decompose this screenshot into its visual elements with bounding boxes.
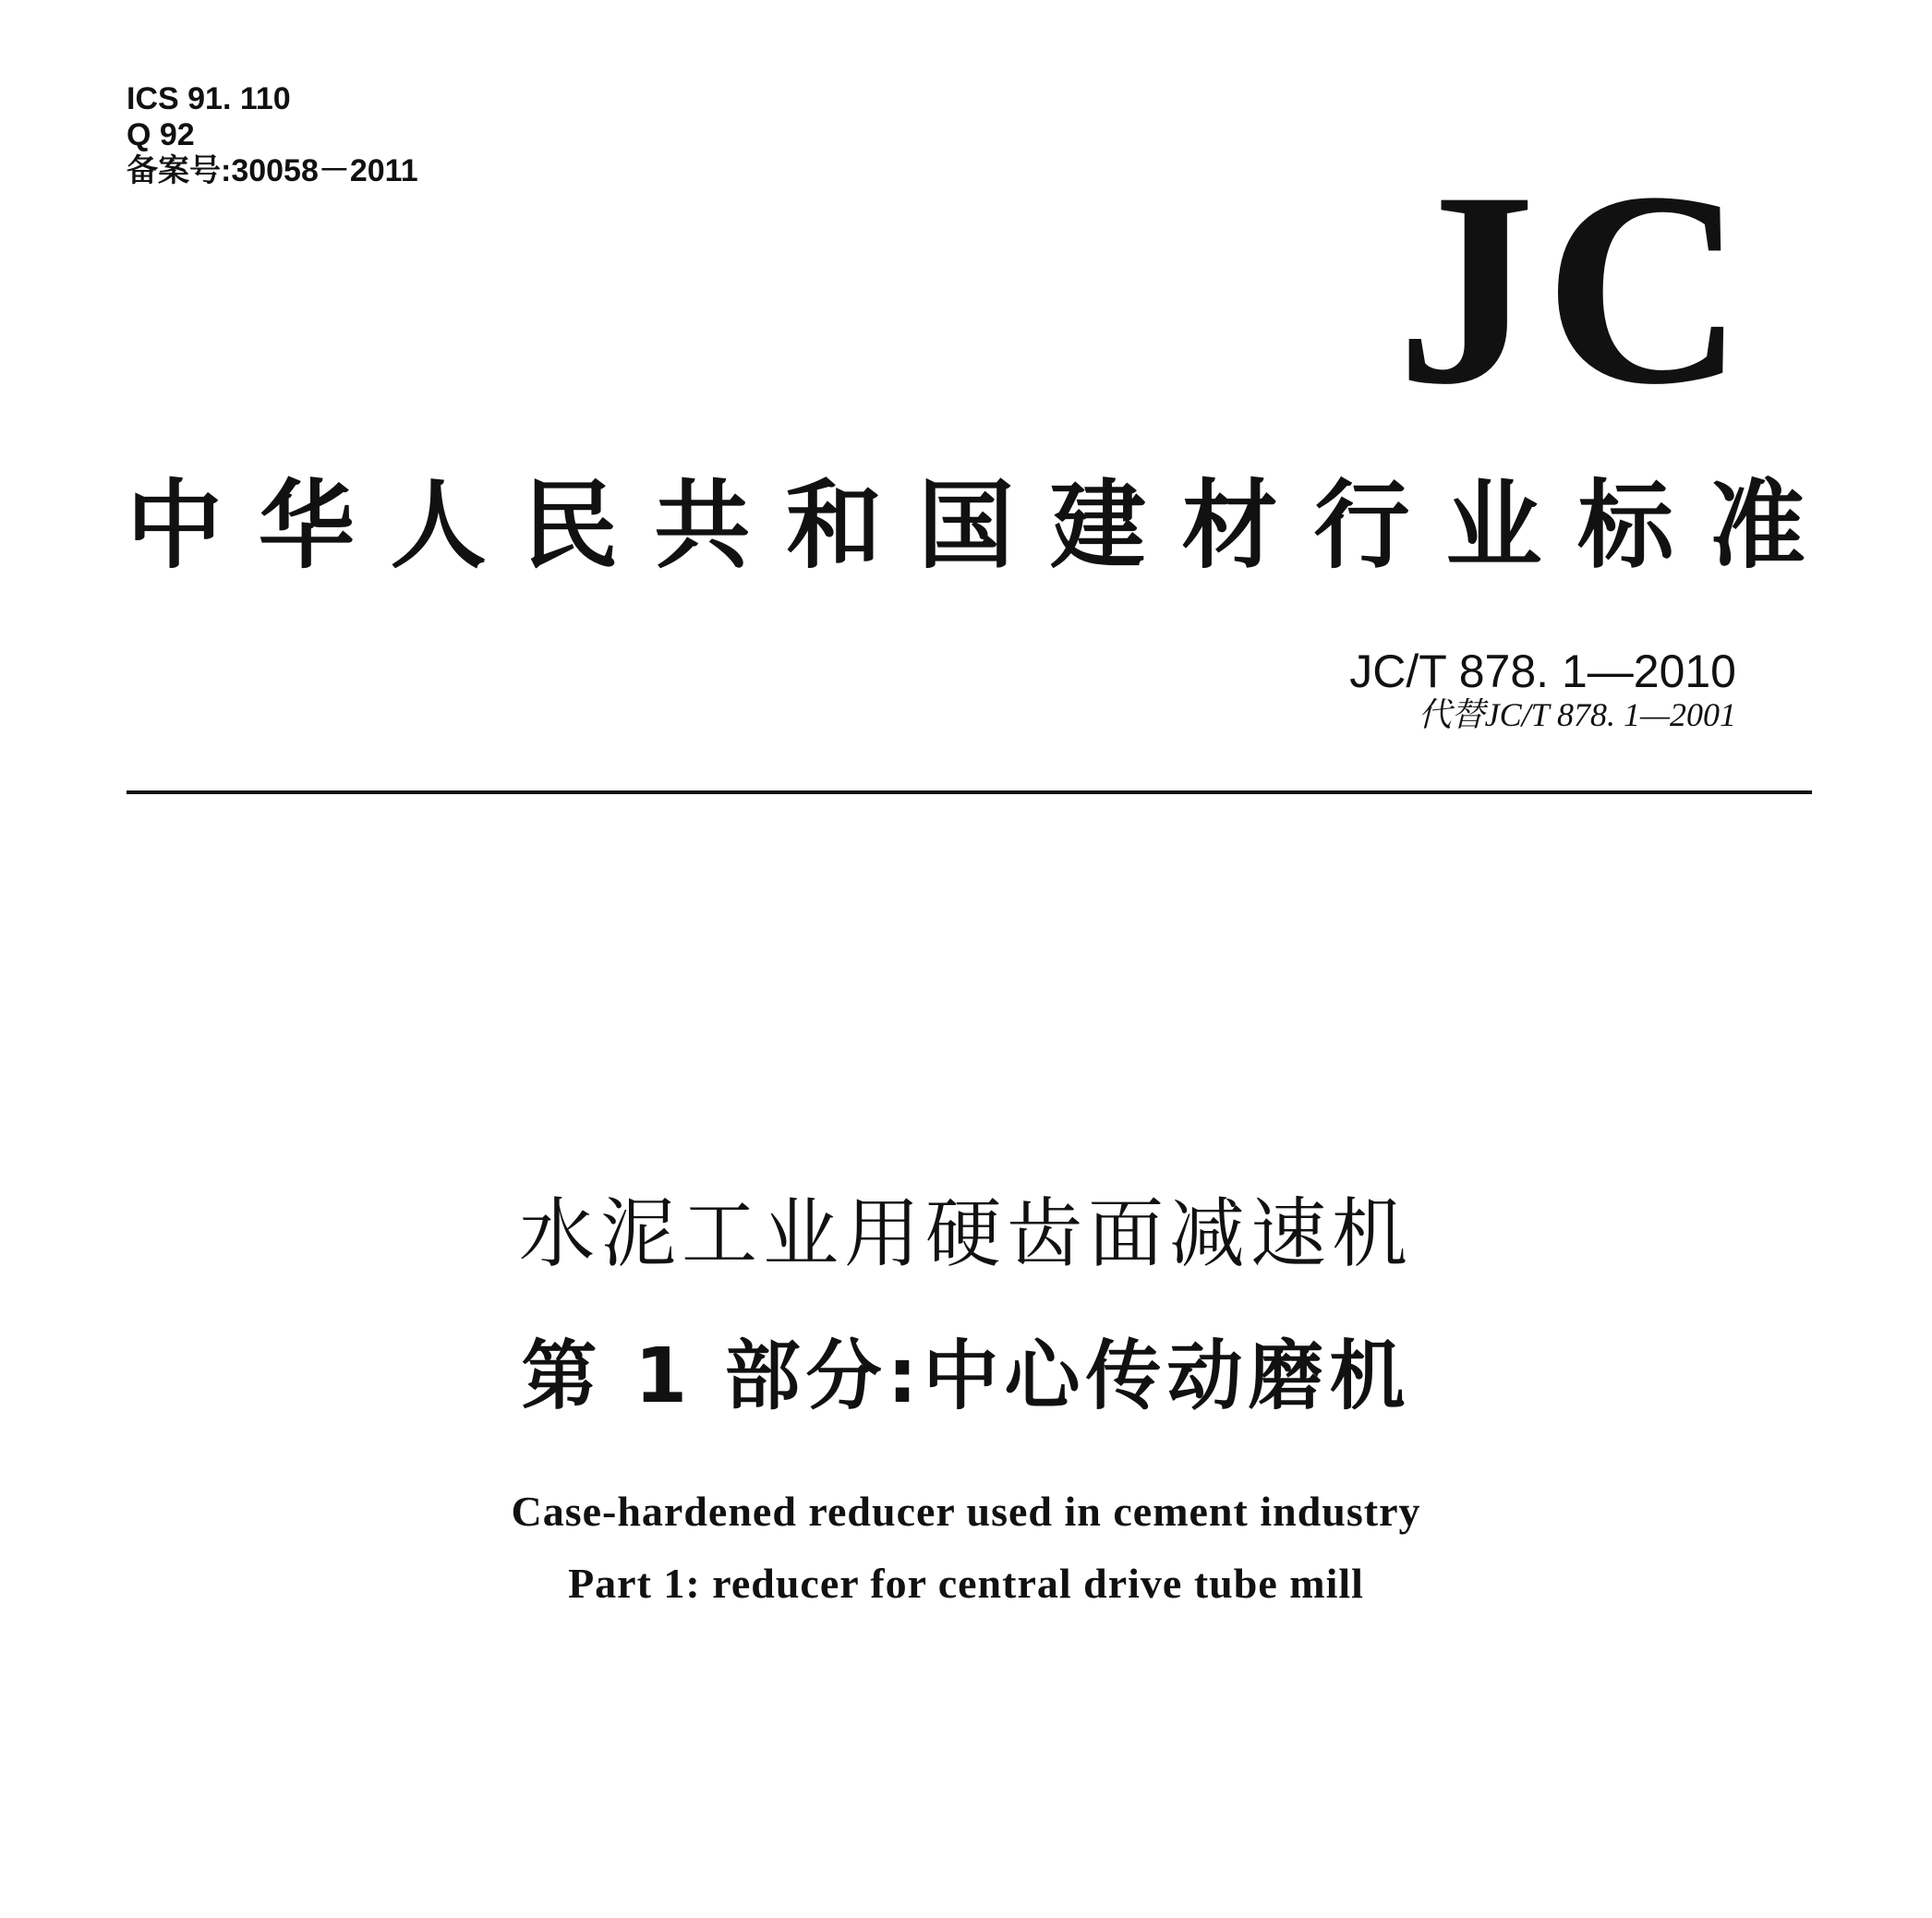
replaces-code: 代替JC/T 878. 1—2001 (1418, 696, 1736, 733)
document-title-en: Case-hardened reducer used in cement industry (511, 1488, 1421, 1535)
document-title-cn: 水泥工业用硬齿面减速机 (518, 1190, 1413, 1278)
filing-number: 备案号:30058－2011 (127, 153, 418, 188)
metadata-block (127, 81, 418, 189)
ics-code: ICS 91. 110 (127, 81, 291, 116)
document-subtitle-en: Part 1: reducer for central drive tube mill (568, 1560, 1364, 1607)
standard-code: JC/T 878. 1—2010 (1349, 645, 1736, 697)
standard-code-block (1349, 646, 1736, 733)
document-subtitle-cn: 第 1 部分:中心传动磨机 (521, 1333, 1411, 1420)
class-code: Q 92 (127, 117, 195, 152)
standard-category-title: 中华人民共和国建材行业标准 (127, 469, 1807, 582)
header-divider (127, 790, 1812, 794)
jc-logo: JC (1396, 135, 1754, 441)
